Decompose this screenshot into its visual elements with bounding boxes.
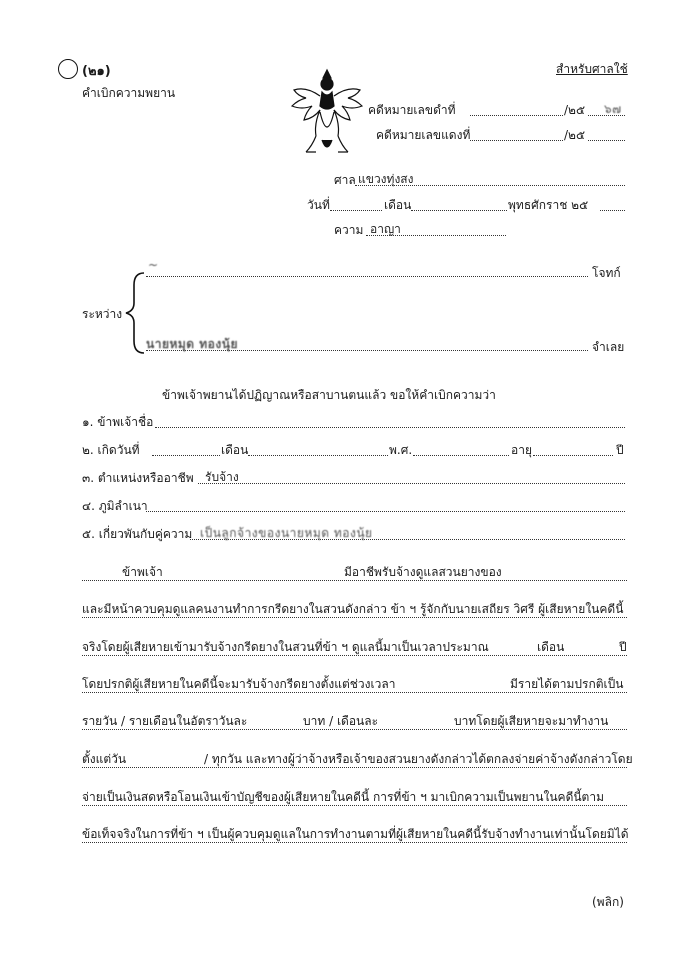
name-field[interactable]: [155, 413, 625, 428]
occupation-label: ๓. ตำแหน่งหรืออาชีพ: [82, 471, 194, 485]
domicile-field[interactable]: [146, 497, 625, 512]
born-year-field[interactable]: [413, 441, 509, 456]
body-line-2-text: และมีหน้าควบคุมดูแลคนงานทำการกรีดยางในสวนดังกล่าว ข้า ฯ รู้จักกับนายเสถียร วิศรี ผู้เสียหายในคดีนี้: [82, 602, 624, 616]
black-case-number-field[interactable]: [470, 101, 563, 116]
body-line-3b: เดือน: [537, 640, 565, 654]
body-line-7: [82, 788, 627, 806]
date-field[interactable]: [330, 196, 382, 211]
body-line-6a: ตั้งแต่วัน: [82, 752, 127, 766]
body-line-8-text: ข้อเท็จจริงในการที่ข้า ฯ เป็นผู้ควบคุมดูแลในการทำงานตามที่ผู้เสียหายในคดีนี้รับจ้างทำงานเท่านั้นโดยมิได้: [82, 827, 629, 841]
body-line-4: [82, 675, 627, 693]
body-line-7-text: จ่ายเป็นเงินสดหรือโอนเงินเข้าบัญชีของผู้เสียหายในคดีนี้ การที่ข้า ฯ มาเบิกความเป็นพยานในคดีนี้ตาม: [82, 790, 604, 804]
born-month-label: เดือน: [221, 443, 249, 457]
occupation-field[interactable]: [198, 469, 625, 484]
body-line-5a: รายวัน / รายเดือนในอัตราวันละ: [82, 714, 248, 728]
date-label: วันที่: [307, 198, 330, 212]
relation-value: เป็นลูกจ้างของนายหมุด ทองนุ้ย: [200, 526, 373, 540]
born-month-field[interactable]: [248, 441, 388, 456]
era-field[interactable]: [600, 196, 625, 211]
born-label: ๒. เกิดวันที่: [82, 443, 140, 457]
domicile-label: ๔. ภูมิลำเนา: [82, 499, 148, 513]
body-line-4a: โดยปรกติผู้เสียหายในคดีนี้จะมารับจ้างกรีดยางตั้งแต่ช่วงเวลา: [82, 677, 396, 691]
body-line-2: [82, 600, 627, 618]
form-circle: [58, 59, 78, 79]
era-label: พุทธศักราช ๒๕: [508, 198, 589, 212]
born-year-label: พ.ศ.: [389, 443, 413, 457]
case-type: อาญา: [370, 222, 401, 236]
defendant-label: จำเลย: [592, 340, 625, 354]
red-case-label: คดีหมายเลขแดงที่: [376, 128, 471, 142]
body-line-1a: ข้าพเจ้า: [122, 565, 163, 579]
red-case-year: /๒๕: [564, 128, 586, 142]
garuda-emblem-icon: [286, 66, 368, 162]
age-label: อายุ: [511, 443, 532, 457]
plaintiff-label: โจทก์: [592, 266, 621, 280]
occupation-value: รับจ้าง: [205, 470, 239, 484]
black-case-year: /๒๕: [564, 103, 586, 117]
red-case-year-field[interactable]: [588, 126, 625, 141]
defendant-name: นายหมุด ทองนุ้ย: [146, 337, 238, 351]
body-line-4b: มีรายได้ตามปรกติเป็น: [510, 677, 624, 691]
curly-brace-icon: [124, 271, 146, 355]
body-line-6: [82, 750, 633, 768]
month-label: เดือน: [384, 198, 412, 212]
month-field[interactable]: [411, 196, 507, 211]
form-number: (๒๑): [82, 64, 111, 79]
body-line-8: [82, 825, 627, 843]
body-line-3c: ปี: [619, 640, 627, 654]
turn-over-label: (พลิก): [592, 895, 624, 909]
plaintiff-field[interactable]: [146, 262, 588, 277]
black-case-label: คดีหมายเลขดำที่: [368, 103, 456, 117]
red-case-number-field[interactable]: [470, 126, 563, 141]
body-line-5: [82, 712, 627, 730]
body-line-6b: / ทุกวัน และทางผู้ว่าจ้างหรือเจ้าของสวนยางดังกล่าวได้ตกลงจ่ายค่าจ้างดังกล่าวโดย: [204, 752, 633, 766]
black-case-suffix: ๖๗: [604, 102, 622, 116]
court-name: แขวงทุ่งสง: [358, 172, 414, 186]
plaintiff-name: ~: [148, 258, 159, 272]
body-line-1: [82, 563, 627, 581]
case-type-label: ความ: [334, 223, 364, 237]
body-line-1b: มีอาชีพรับจ้างดูแลสวนยางของ: [344, 565, 502, 579]
body-line-5c: บาทโดยผู้เสียหายจะมาทำงาน: [454, 714, 609, 728]
body-line-5b: บาท / เดือนละ: [303, 714, 379, 728]
relation-label: ๕. เกี่ยวพันกับคู่ความ: [82, 527, 193, 541]
body-line-3: [82, 638, 627, 656]
age-unit: ปี: [616, 443, 624, 457]
born-day-field[interactable]: [152, 441, 220, 456]
court-use-label: สำหรับศาลใช้: [556, 62, 628, 76]
age-field[interactable]: [533, 441, 613, 456]
oath-statement: ข้าพเจ้าพยานได้ปฏิญาณหรือสาบานตนแล้ว ขอให้คำเบิกความว่า: [162, 388, 496, 402]
body-line-3a: จริงโดยผู้เสียหายเข้ามารับจ้างกรีดยางในสวนที่ข้า ฯ ดูแลนี้มาเป็นเวลาประมาณ: [82, 640, 489, 654]
between-label: ระหว่าง: [82, 307, 123, 321]
name-label: ๑. ข้าพเจ้าชื่อ: [82, 415, 154, 429]
court-label: ศาล: [334, 173, 356, 187]
form-title: คำเบิกความพยาน: [82, 86, 176, 100]
